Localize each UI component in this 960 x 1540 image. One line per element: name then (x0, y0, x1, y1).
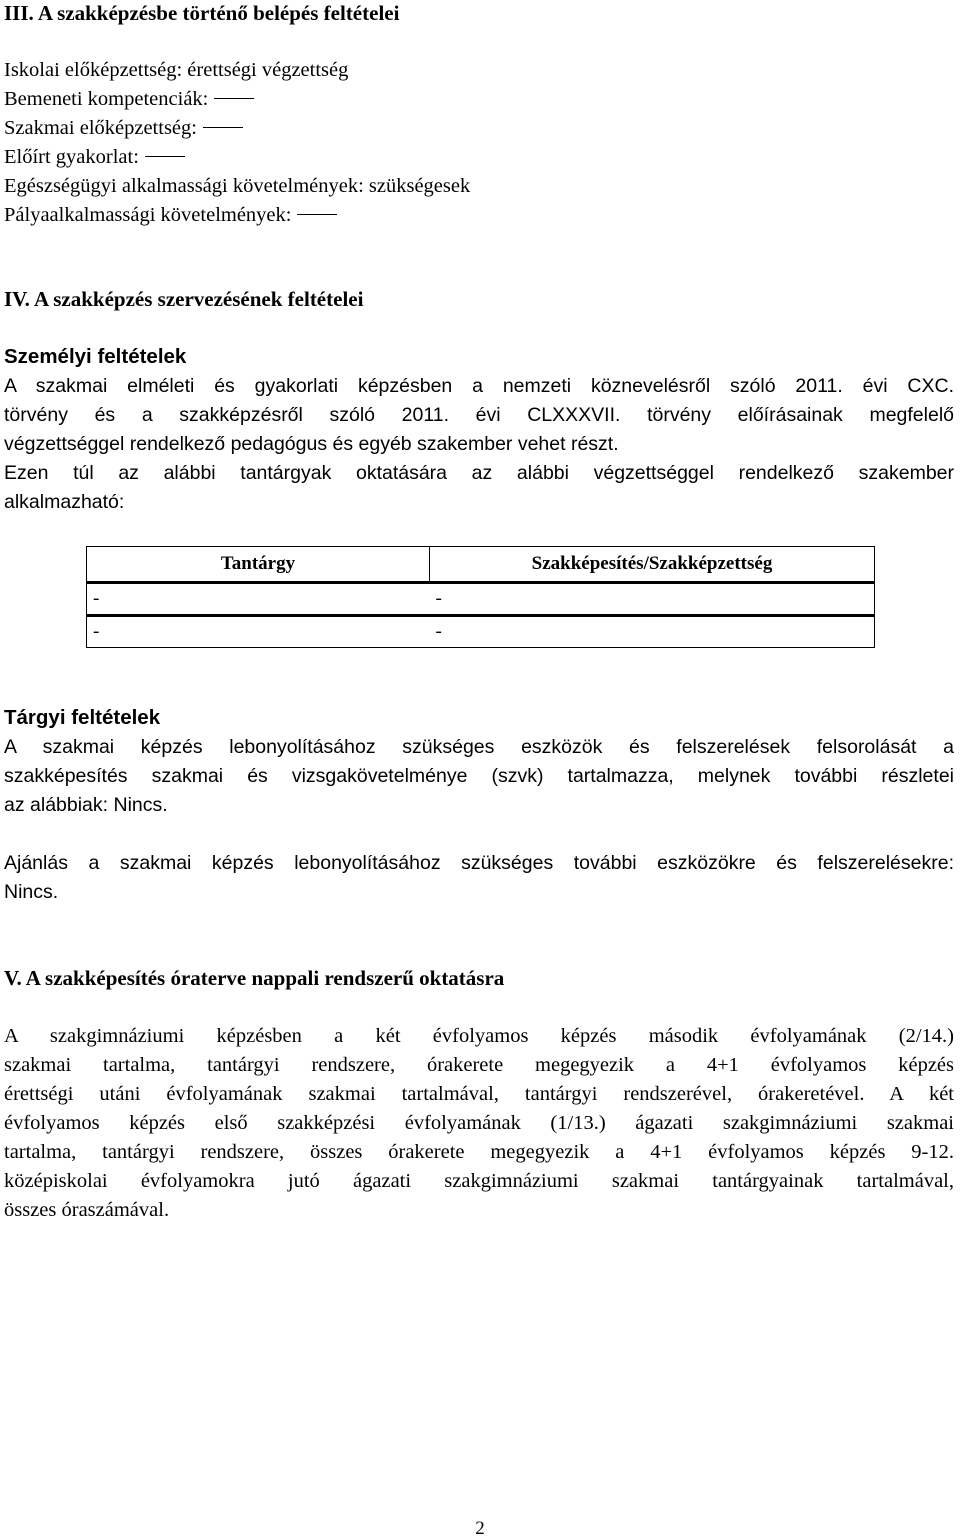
recommendation-text: Ajánlás a szakmai képzés lebonyolításához szükséges további eszközökre és felszerelésekre: Nincs. (4, 852, 954, 903)
column-header-qualification: Szakképesítés/Szakképzettség (430, 547, 875, 583)
page-number: 2 (475, 1518, 485, 1539)
entry-item: Előírt gyakorlat: (4, 143, 954, 172)
table-cell: - (87, 616, 430, 648)
section4-heading: IV. A szakképzés szervezésének feltételei (4, 287, 364, 311)
section5-heading: V. A szakképesítés óraterve nappali rendszerű oktatásra (4, 966, 505, 990)
entry-item: Iskolai előképzettség: érettségi végzettség (4, 59, 349, 81)
table-header-row (87, 547, 875, 583)
entry-item: Egészségügyi alkalmassági követelmények: szükségesek (4, 175, 471, 197)
dash-mark (203, 127, 243, 128)
subjects-table (86, 546, 875, 648)
entry-requirements-list (4, 56, 954, 230)
curriculum-text: A szakgimnáziumi képzésben a két évfolyamos képzés második évfolyamának (2/14.) szakmai tartalma, tantárgyi rendszere, órakerete megegyezik a 4+1 évfolyamos képzés érettségi utáni évfolyamának szakmai tartalmával, tantárgyi rendszerével, órakeretével. A két évfolyamos képzés első szakképzési évfolyamának (1/13.) ágazati szakgimnáziumi szakmai tartalma, tantárgyi rendszere, összes órakerete megegyezik a 4+1 évfolyamos képzés 9-12. középiskolai évfolyamokra jutó ágazati szakgimnáziumi szakmai tantárgyainak tartalmával, összes óraszámával. (4, 1025, 954, 1221)
dash-mark (297, 214, 337, 215)
material-conditions-title: Tárgyi feltételek (4, 706, 161, 729)
table-row (87, 616, 875, 648)
table-row (87, 583, 875, 616)
table-cell: - (430, 616, 875, 648)
dash-mark (145, 156, 185, 157)
dash-mark (214, 98, 254, 99)
personal-conditions-title: Személyi feltételek (4, 345, 187, 368)
table-cell: - (87, 583, 430, 616)
section3-heading: III. A szakképzésbe történő belépés feltételei (4, 1, 400, 25)
table-cell: - (430, 583, 875, 616)
column-header-subject: Tantárgy (87, 547, 430, 583)
material-conditions-text: A szakmai képzés lebonyolításához szükséges eszközök és felszerelések felsorolását a szakképesítés szakmai és vizsgakövetelménye (szvk) tartalmazza, melynek további részletei az alábbiak: Nincs. (4, 736, 954, 816)
personal-conditions-text: A szakmai elméleti és gyakorlati képzésben a nemzeti köznevelésről szóló 2011. évi CXC. törvény és a szakképzésről szóló 2011. évi CLXXXVII. törvény előírásainak megfelelő végzettséggel rendelkező pedagógus és egyéb szakember vehet részt. Ezen túl az alábbi tantárgyak oktatására az alábbi végzettséggel rendelkező szakember alkalmazható: (4, 375, 954, 513)
entry-item: Pályaalkalmassági követelmények: (4, 201, 954, 230)
entry-item: Szakmai előképzettség: (4, 114, 954, 143)
entry-item: Bemeneti kompetenciák: (4, 85, 954, 114)
